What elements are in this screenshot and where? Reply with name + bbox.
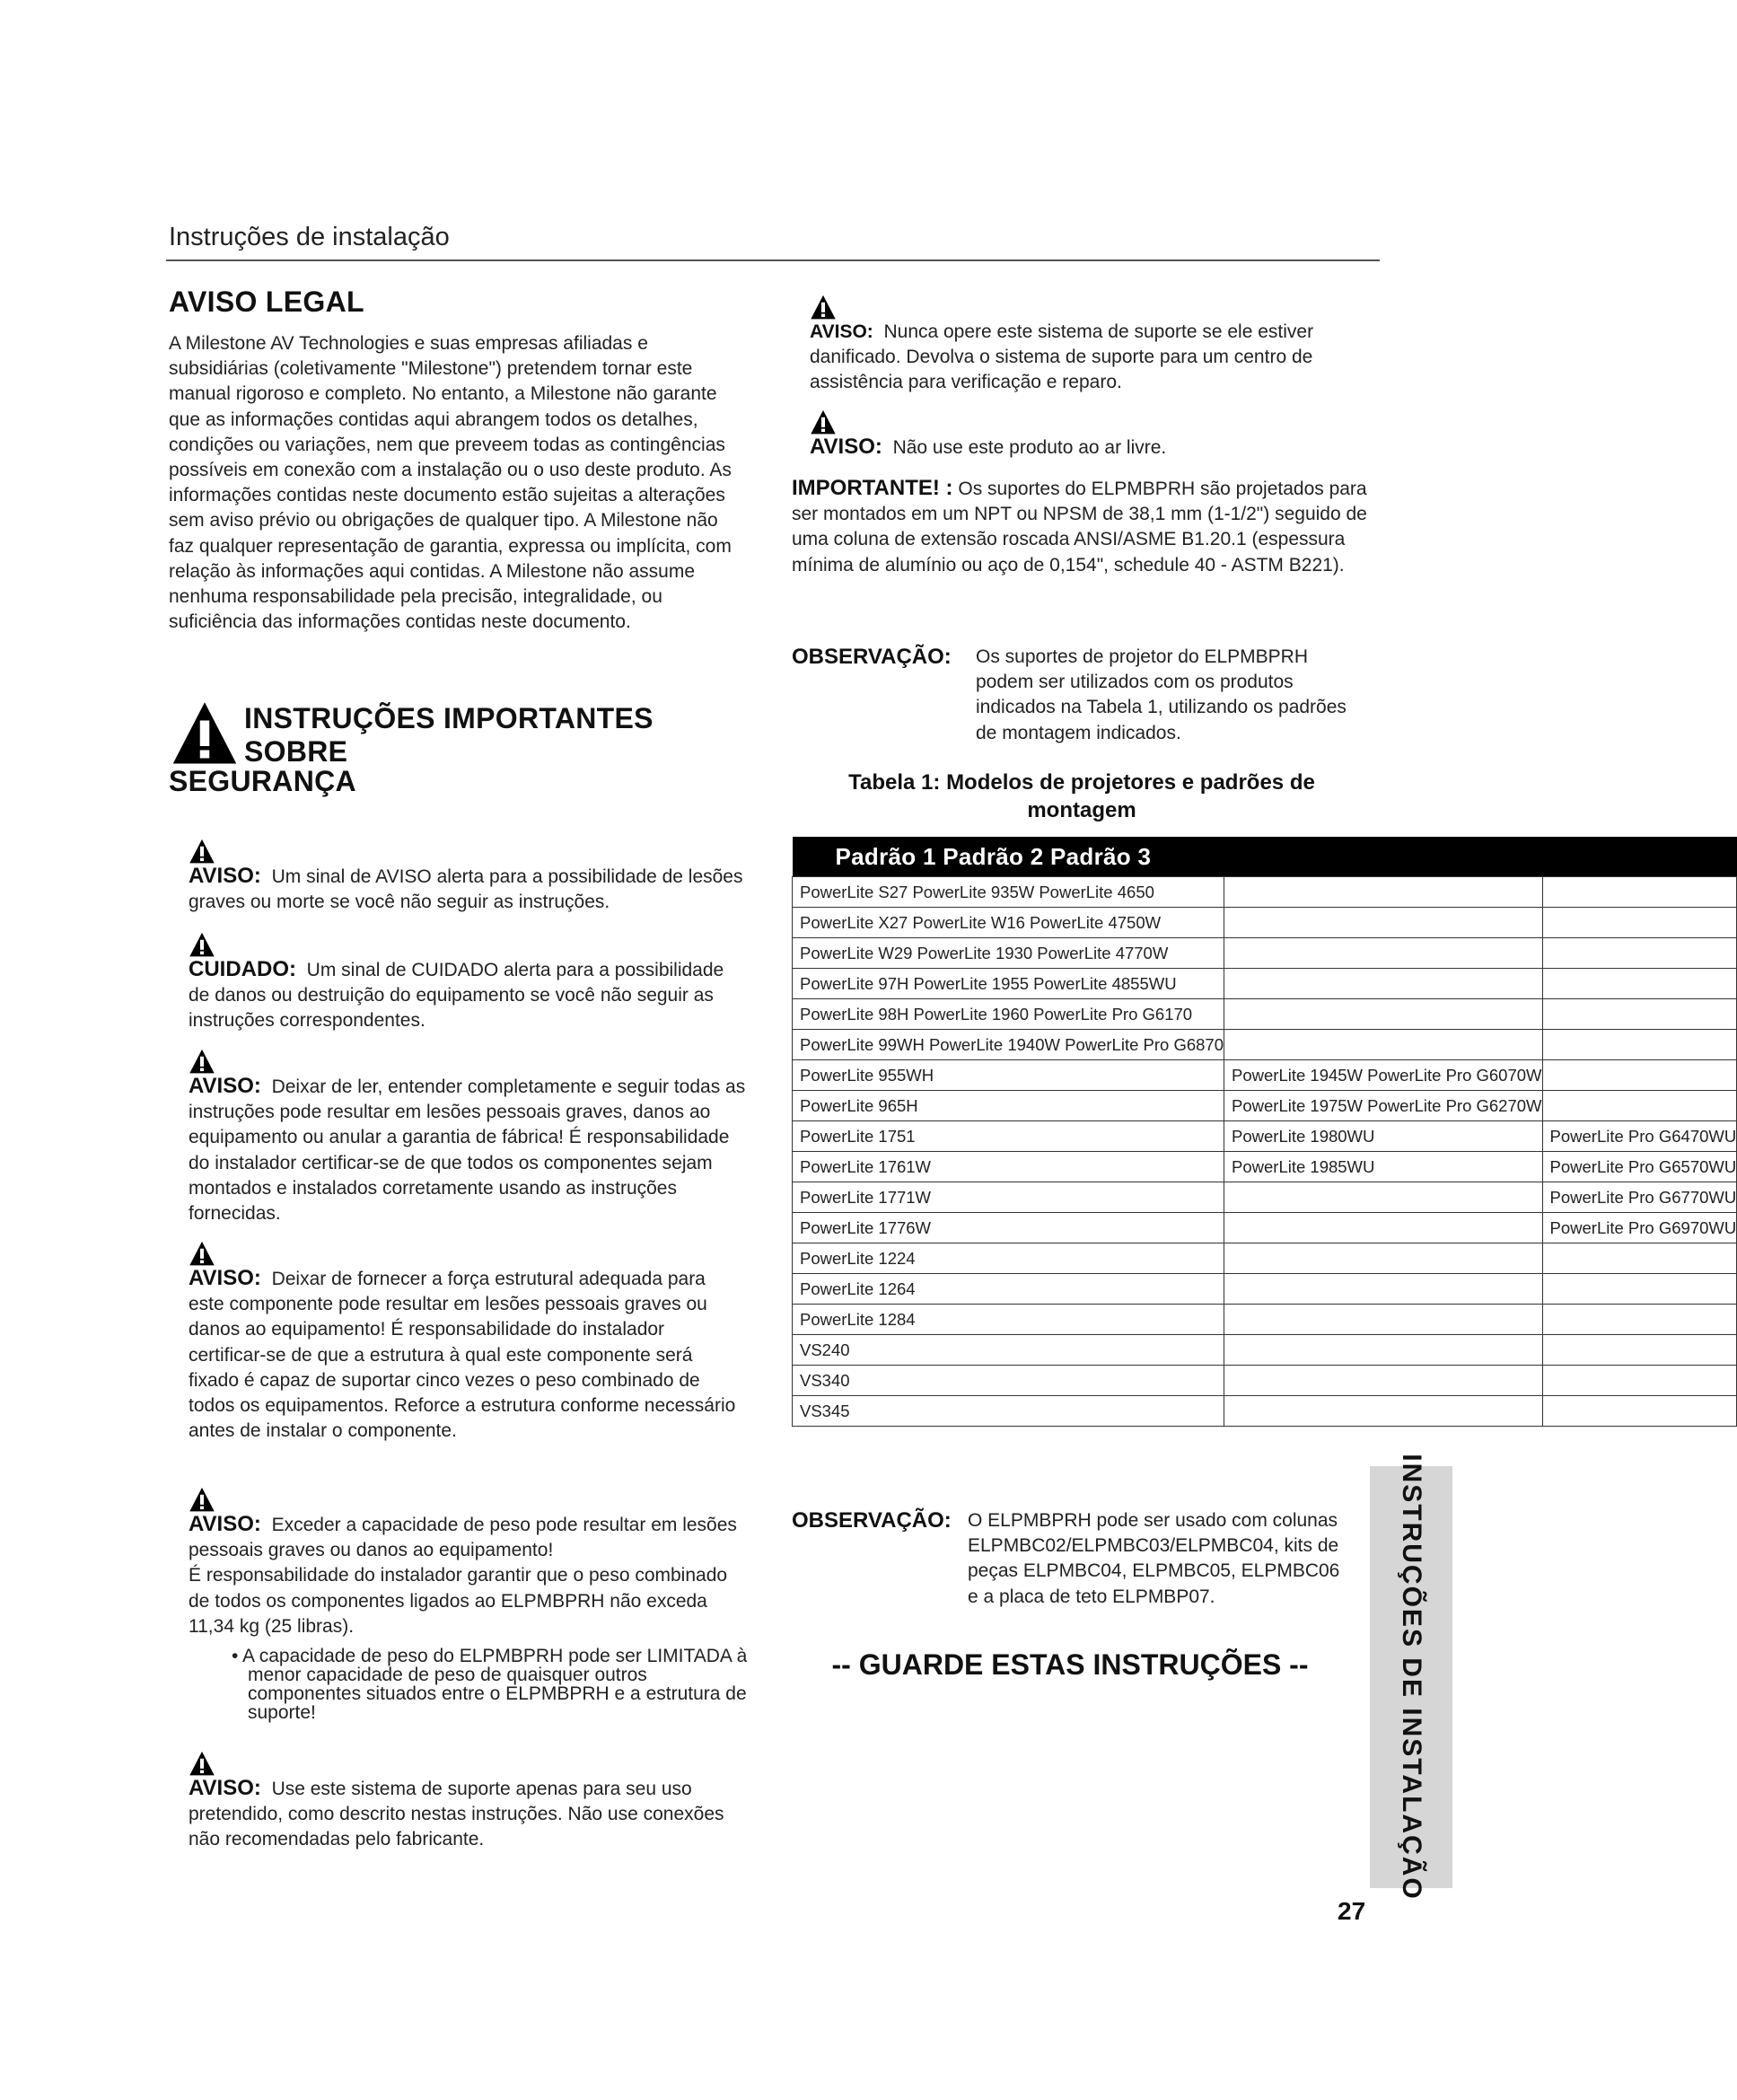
table-cell: PowerLite 955WH: [793, 1060, 1224, 1091]
warning-text: Deixar de fornecer a força estrutural adequada para este componente pode resultar em lesões pessoais graves ou danos ao equipamento! É responsabilidade do instalador certificar-se de que a estrutura à qual este componente será fixado é capaz de suportar cinco vezes o peso combinado de todos os equipamentos. Reforce a estrutura conforme necessário antes de instalar o componente.: [189, 1269, 736, 1442]
table-row: [793, 938, 1737, 969]
table-row: [793, 1091, 1737, 1121]
warning-block-4: [189, 1241, 745, 1444]
table-cell: [1224, 1305, 1543, 1335]
table-cell: [1542, 1091, 1737, 1121]
table-cell: PowerLite 1985WU: [1224, 1152, 1543, 1182]
table-cell: [1542, 969, 1737, 999]
table-cell: [1542, 1305, 1737, 1335]
table-row: [793, 1396, 1737, 1427]
projector-models-table: [792, 837, 1737, 1427]
table-row: [793, 999, 1737, 1030]
table-cell: [1542, 938, 1737, 969]
table-row: [793, 877, 1737, 908]
table-cell: PowerLite 1264: [793, 1274, 1224, 1305]
table-cell: [1224, 938, 1543, 969]
warning-text: Exceder a capacidade de peso pode resultar em lesões pessoais graves ou danos ao equipamento!: [189, 1515, 737, 1561]
table-cell: VS240: [793, 1335, 1224, 1366]
table-cell: [1542, 1274, 1737, 1305]
table-cell: PowerLite 1761W: [793, 1152, 1224, 1182]
safety-title-line2: SEGURANÇA: [169, 765, 356, 797]
table-row: [793, 1060, 1737, 1091]
observation-text: Os suportes de projetor do ELPMBPRH podem ser utilizados com os produtos indicados na Tabela 1, utilizando os padrões de montagem indicados.: [976, 646, 1347, 743]
table-cell: PowerLite 1224: [793, 1243, 1224, 1274]
section-side-tab: [1370, 1454, 1452, 1901]
warning-icon: [810, 294, 837, 320]
table-row: [793, 1121, 1737, 1152]
table-row: [793, 1335, 1737, 1366]
caution-icon: [189, 932, 215, 957]
table-cell: [1542, 908, 1737, 938]
caution-text: Um sinal de CUIDADO alerta para a possibilidade de danos ou destruição do equipamento se você não seguir as instruções correspondentes.: [189, 960, 724, 1032]
warning-block-6: [189, 1751, 745, 1853]
table-cell: [1542, 1030, 1737, 1060]
page-header-title: Instruções de instalação: [169, 223, 450, 251]
table-cell: [1542, 1335, 1737, 1366]
table-cell: PowerLite Pro G6570WU: [1542, 1152, 1737, 1182]
warning-label: AVISO:: [189, 1776, 261, 1800]
warning-block-1: [189, 839, 745, 915]
legal-section: [169, 286, 743, 635]
table-header: Padrão 1 Padrão 2 Padrão 3: [793, 837, 1737, 877]
table-cell: [1224, 1335, 1543, 1366]
warning-text-continued: É responsabilidade do instalador garantir que o peso combinado de todos os componentes ligados ao ELPMBPRH não exceda 11,34 kg (25 libras).: [189, 1565, 728, 1637]
table-cell: [1542, 1366, 1737, 1396]
observation-text: O ELPMBPRH pode ser usado com colunas ELPMBC02/ELPMBC03/ELPMBC04, kits de peças ELPMBC04, ELPMBC05, ELPMBC06 e a placa de teto ELPMBP07.: [968, 1510, 1340, 1607]
table-cell: [1224, 1396, 1543, 1427]
table-row: [793, 1030, 1737, 1060]
warning-block-5: [189, 1487, 748, 1724]
table-cell: VS345: [793, 1396, 1224, 1427]
table-cell: [1542, 1060, 1737, 1091]
table-cell: PowerLite 1771W: [793, 1182, 1224, 1213]
table-cell: [1542, 999, 1737, 1030]
warning-label: AVISO:: [189, 864, 261, 888]
table-cell: [1224, 1030, 1543, 1060]
important-label: IMPORTANTE! :: [792, 476, 953, 500]
observation-label: OBSERVAÇÃO:: [792, 645, 952, 669]
warning-icon: [189, 1049, 215, 1074]
table-cell: [1224, 1213, 1543, 1243]
safety-title-line1: INSTRUÇÕES IMPORTANTES SOBRE: [244, 702, 654, 768]
legal-title: AVISO LEGAL: [169, 286, 364, 318]
table-cell: PowerLite S27 PowerLite 935W PowerLite 4650: [793, 877, 1224, 908]
warning-text: Não use este produto ao ar livre.: [892, 437, 1167, 458]
table-row: [793, 1152, 1737, 1182]
table-cell: [1224, 1366, 1543, 1396]
warning-icon: [189, 1751, 215, 1776]
table-caption: Tabela 1: Modelos de projetores e padrões de montagem: [848, 770, 1315, 822]
warning-icon: [189, 1241, 215, 1266]
weight-capacity-bullet: • A capacidade de peso do ELPMBPRH pode ser LIMITADA à menor capacidade de peso de quaisquer outros componentes situados entre o ELPMBPRH e a estrutura de suporte!: [232, 1646, 748, 1724]
table-row: [793, 1182, 1737, 1213]
warning-label: AVISO:: [189, 1512, 261, 1536]
table-cell: [1542, 1243, 1737, 1274]
header-divider: [166, 259, 1380, 261]
table-cell: PowerLite W29 PowerLite 1930 PowerLite 4770W: [793, 938, 1224, 969]
table-cell: [1224, 877, 1543, 908]
warning-label: AVISO:: [810, 321, 873, 342]
table-cell: PowerLite 1945W PowerLite Pro G6070W: [1224, 1060, 1543, 1091]
table-cell: PowerLite 1980WU: [1224, 1121, 1543, 1152]
warning-text: Deixar de ler, entender completamente e seguir todas as instruções pode resultar em lesões pessoais graves, danos ao equipamento ou anular a garantia de fábrica! É responsabilidade do instalador certificar-se de que todos os componentes sejam montados e instalados corretamente usando as instruções fornecidas.: [189, 1076, 746, 1225]
warning-icon: [189, 1487, 215, 1512]
table-cell: PowerLite 99WH PowerLite 1940W PowerLite Pro G6870: [793, 1030, 1224, 1060]
side-tab-label: INSTRUÇÕES DE INSTALAÇÃO: [1397, 1454, 1426, 1901]
table-row: [793, 908, 1737, 938]
right-warning-1: [810, 294, 1371, 396]
table-cell: [1224, 1182, 1543, 1213]
table-cell: PowerLite 965H: [793, 1091, 1224, 1121]
table-cell: PowerLite Pro G6770WU: [1542, 1182, 1737, 1213]
warning-label: AVISO:: [189, 1074, 261, 1098]
caution-block: [189, 932, 745, 1034]
table-cell: [1224, 969, 1543, 999]
keep-instructions-banner: -- GUARDE ESTAS INSTRUÇÕES --: [831, 1648, 1309, 1681]
safety-heading: [169, 700, 743, 798]
warning-text: Use este sistema de suporte apenas para seu uso pretendido, como descrito nestas instruções. Não use conexões não recomendadas pelo fabricante.: [189, 1779, 724, 1850]
table-cell: PowerLite Pro G6970WU: [1542, 1213, 1737, 1243]
warning-text: Um sinal de AVISO alerta para a possibilidade de lesões graves ou morte se você não seguir as instruções.: [189, 866, 743, 913]
table-row: [793, 1366, 1737, 1396]
table-cell: VS340: [793, 1366, 1224, 1396]
legal-body: A Milestone AV Technologies e suas empresas afiliadas e subsidiárias (coletivamente "Milestone") pretendem tornar este manual rigoroso e completo. No entanto, a Milestone não garante que as informações contidas aqui abrangem todos os detalhes, condições ou variações, nem que preveem todas as contingências possíveis em conexão com a instalação ou o uso deste produto. As informações contidas neste documento estão sujeitas a alterações sem aviso prévio ou obrigações de qualquer tipo. A Milestone não faz qualquer representação de garantia, expressa ou implícita, com relação às informações aqui contidas. A Milestone não assume nenhuma responsabilidade pela precisão, integralidade, ou suficiência das informações contidas neste documento.: [169, 333, 732, 633]
table-cell: PowerLite 1776W: [793, 1213, 1224, 1243]
caution-label: CUIDADO:: [189, 957, 296, 981]
table-cell: PowerLite 97H PowerLite 1955 PowerLite 4855WU: [793, 969, 1224, 999]
warning-triangle-icon: [169, 700, 241, 765]
table-row: [793, 1305, 1737, 1335]
warning-label: AVISO:: [189, 1266, 261, 1290]
observation-2: [792, 1508, 1375, 1610]
table-cell: [1224, 1274, 1543, 1305]
warning-label: AVISO:: [810, 435, 882, 459]
table-cell: [1542, 1396, 1737, 1427]
table-cell: PowerLite 1284: [793, 1305, 1224, 1335]
table-cell: PowerLite 1975W PowerLite Pro G6270W: [1224, 1091, 1543, 1121]
warning-icon: [810, 409, 837, 435]
table-cell: [1224, 999, 1543, 1030]
warning-text: Nunca opere este sistema de suporte se ele estiver danificado. Devolva o sistema de suporte para um centro de assistência para verificação e reparo.: [810, 321, 1314, 393]
table-row: [793, 1213, 1737, 1243]
important-note: [792, 476, 1371, 578]
table-cell: PowerLite 98H PowerLite 1960 PowerLite Pro G6170: [793, 999, 1224, 1030]
observation-1: [792, 645, 1375, 746]
warning-icon: [189, 839, 215, 864]
table-cell: [1542, 877, 1737, 908]
warning-block-3: [189, 1049, 750, 1226]
table-row: [793, 1243, 1737, 1274]
page-number: 27: [1338, 1897, 1366, 1925]
table-cell: [1224, 908, 1543, 938]
table-cell: PowerLite X27 PowerLite W16 PowerLite 4750W: [793, 908, 1224, 938]
right-warning-2: [810, 409, 1371, 461]
table-row: [793, 969, 1737, 999]
important-text: Os suportes do ELPMBPRH são projetados para ser montados em um NPT ou NPSM de 38,1 mm (1-1/2") seguido de uma coluna de extensão roscada ANSI/ASME B1.20.1 (espessura mínima de alumínio ou aço de 0,154", schedule 40 - ASTM B221).: [792, 479, 1367, 576]
table-cell: [1224, 1243, 1543, 1274]
table-cell: PowerLite Pro G6470WU: [1542, 1121, 1737, 1152]
table-cell: PowerLite 1751: [793, 1121, 1224, 1152]
table-row: [793, 1274, 1737, 1305]
observation-label: OBSERVAÇÃO:: [792, 1508, 952, 1533]
